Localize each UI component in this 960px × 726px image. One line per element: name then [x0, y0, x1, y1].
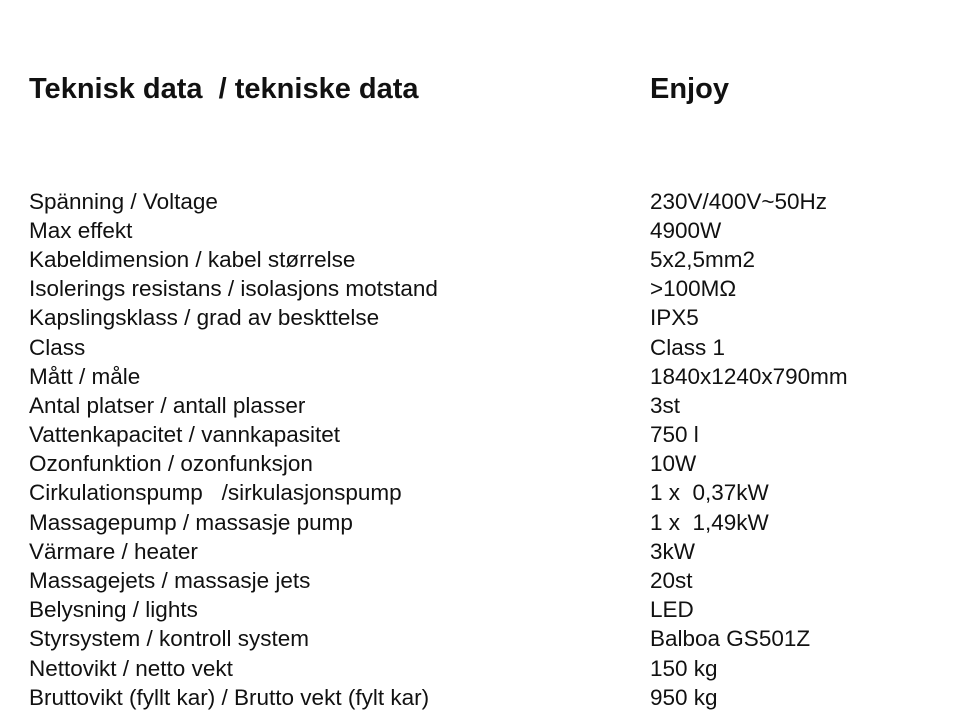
spec-value: 20st [650, 568, 693, 594]
spec-value: 3kW [650, 538, 695, 564]
spec-label: Massagepump / massasje pump [29, 509, 353, 535]
spec-table [29, 187, 929, 712]
spec-label: Isolerings resistans / isolasjons motstand [29, 276, 438, 302]
spec-row [29, 566, 929, 595]
spec-value: 10W [650, 451, 697, 477]
spec-value: >100MΩ [650, 276, 737, 302]
spec-row [29, 450, 929, 479]
spec-value: 1 x 0,37kW [650, 480, 769, 506]
spec-label: Styrsystem / kontroll system [29, 626, 310, 652]
spec-label: Kapslingsklass / grad av beskttelse [29, 305, 380, 331]
spec-row [29, 304, 929, 333]
spec-row [29, 275, 929, 304]
spec-label: Vattenkapacitet / vannkapasitet [29, 422, 341, 448]
spec-value: 4900W [650, 217, 722, 243]
spec-row [29, 625, 929, 654]
spec-row [29, 362, 929, 391]
spec-value: IPX5 [650, 305, 699, 331]
spec-row [29, 596, 929, 625]
spec-value: 1840x1240x790mm [650, 363, 848, 389]
spec-label: Värmare / heater [29, 538, 198, 564]
spec-label: Kabeldimension / kabel størrelse [29, 246, 356, 272]
spec-row [29, 479, 929, 508]
spec-value: LED [650, 597, 694, 623]
spec-row [29, 187, 929, 216]
spec-row [29, 654, 929, 683]
spec-value: 5x2,5mm2 [650, 246, 756, 272]
spec-label: Mått / måle [29, 363, 141, 389]
spec-row [29, 508, 929, 537]
spec-value: 750 l [650, 422, 699, 448]
spec-label: Massagejets / massasje jets [29, 568, 311, 594]
spec-label: Spänning / Voltage [29, 188, 218, 214]
spec-label: Max effekt [29, 217, 133, 243]
spec-row [29, 391, 929, 420]
spec-label: Nettovikt / netto vekt [29, 655, 233, 681]
spec-row [29, 245, 929, 274]
spec-value: 230V/400V~50Hz [650, 188, 828, 214]
spec-row [29, 683, 929, 712]
spec-label: Cirkulationspump /sirkulasjonspump [29, 480, 402, 506]
spec-row [29, 333, 929, 362]
spec-label: Ozonfunktion / ozonfunksjon [29, 451, 313, 477]
document-title: Teknisk data / tekniske data [29, 73, 419, 105]
spec-value: 1 x 1,49kW [650, 509, 769, 535]
spec-label: Bruttovikt (fyllt kar) / Brutto vekt (fylt kar) [29, 684, 430, 710]
spec-label: Antal platser / antall plasser [29, 392, 306, 418]
spec-value: Class 1 [650, 334, 726, 360]
spec-row [29, 421, 929, 450]
spec-value: Balboa GS501Z [650, 626, 811, 652]
spec-value: 3st [650, 392, 681, 418]
spec-row [29, 537, 929, 566]
spec-value: 150 kg [650, 655, 718, 681]
spec-row [29, 216, 929, 245]
spec-value: 950 kg [650, 684, 718, 710]
spec-label: Class [29, 334, 86, 360]
spec-label: Belysning / lights [29, 597, 198, 623]
model-name: Enjoy [650, 73, 729, 105]
